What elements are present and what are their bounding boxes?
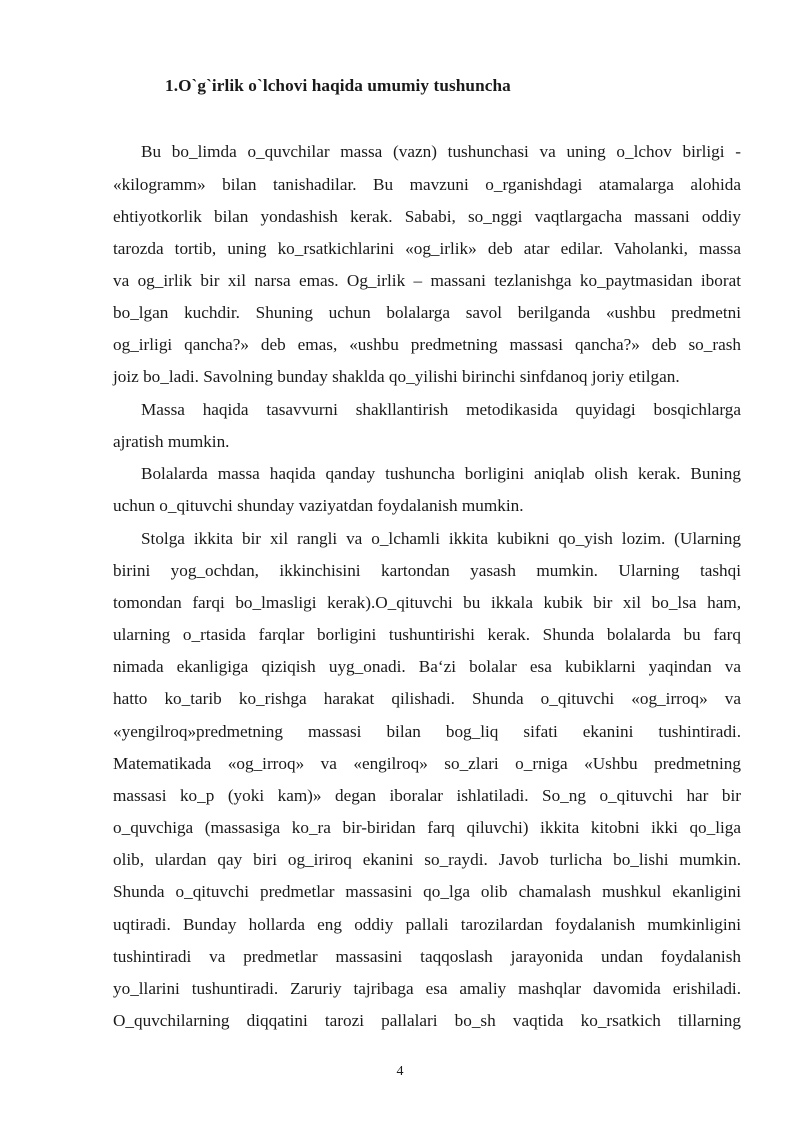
body-text-line: «kilogramm» bilan tanishadilar. Bu mavzuni o_rganishdagi atamalarga alohida	[113, 175, 741, 194]
body-text-line: Bolalarda massa haqida qanday tushuncha borligini aniqlab olish kerak. Buning	[141, 464, 741, 483]
section-heading: 1.O`g`irlik o`lchovi haqida umumiy tushuncha	[165, 76, 511, 95]
body-text-line: va og_irlik bir xil narsa emas. Og_irlik – massani tezlanishga ko_paytmasidan iborat	[113, 271, 741, 290]
page-number: 4	[396, 1064, 404, 1079]
body-text-line: O_quvchilarning diqqatini tarozi pallalari bo_sh vaqtida ko_rsatkich tillarning	[113, 1011, 741, 1030]
body-text-line: o_quvchiga (massasiga ko_ra bir-biridan farq qiluvchi) ikkita kitobni ikki qo_liga	[113, 818, 741, 837]
body-text-line: Stolga ikkita bir xil rangli va o_lchamli ikkita kubikni qo_yish lozim. (Ularning	[141, 529, 741, 548]
body-text-line: ularning o_rtasida farqlar borligini tushuntirishi kerak. Shunda bolalarda bu farq	[113, 625, 741, 644]
body-text-line: tarozda tortib, uning ko_rsatkichlarini «og_irlik» deb atar edilar. Vaholanki, massa	[113, 239, 741, 258]
body-text-line: tomondan farqi bo_lmasligi kerak).O_qituvchi bu ikkala kubik bir xil bo_lsa ham,	[113, 593, 741, 612]
body-text-line: «yengilroq»predmetning massasi bilan bog_liq sifati ekanini tushintiradi.	[113, 722, 741, 741]
body-text-line: tushintiradi va predmetlar massasini taqqoslash jarayonida undan foydalanish	[113, 947, 741, 966]
body-text-line: uchun o_qituvchi shunday vaziyatdan foydalanish mumkin.	[113, 496, 524, 515]
body-text-line: Massa haqida tasavvurni shakllantirish metodikasida quyidagi bosqichlarga	[141, 400, 741, 419]
body-text-line: ehtiyotkorlik bilan yondashish kerak. Sababi, so_nggi vaqtlargacha massani oddiy	[113, 207, 741, 226]
body-text-line: Bu bo_limda o_quvchilar massa (vazn) tushunchasi va uning o_lchov birligi -	[141, 142, 741, 161]
body-text-line: og_irligi qancha?» deb emas, «ushbu predmetning massasi qancha?» deb so_rash	[113, 335, 741, 354]
body-text-line: ajratish mumkin.	[113, 432, 230, 451]
body-text-line: massasi ko_p (yoki kam)» degan iboralar ishlatiladi. So_ng o_qituvchi har bir	[113, 786, 741, 805]
body-text-line: Matematikada «og_irroq» va «engilroq» so_zlari o_rniga «Ushbu predmetning	[113, 754, 741, 773]
body-text-line: joiz bo_ladi. Savolning bunday shaklda qo_yilishi birinchi sinfdanoq joriy etilgan.	[113, 367, 680, 386]
body-text-line: birini yog_ochdan, ikkinchisini kartondan yasash mumkin. Ularning tashqi	[113, 561, 741, 580]
body-text-line: yo_llarini tushuntiradi. Zaruriy tajribaga esa amaliy mashqlar davomida erishiladi.	[113, 979, 741, 998]
body-text-line: olib, ulardan qay biri og_iriroq ekanini so_raydi. Javob turlicha bo_lishi mumkin.	[113, 850, 741, 869]
body-text-line: nimada ekanligiga qiziqish uyg_onadi. Ba‘zi bolalar esa kubiklarni yaqindan va	[113, 657, 741, 676]
body-text-line: Shunda o_qituvchi predmetlar massasini qo_lga olib chamalash mushkul ekanligini	[113, 882, 741, 901]
body-text-line: hatto ko_tarib ko_rishga harakat qilishadi. Shunda o_qituvchi «og_irroq» va	[113, 689, 741, 708]
body-text-line: bo_lgan kuchdir. Shuning uchun bolalarga savol berilganda «ushbu predmetni	[113, 303, 741, 322]
body-text-line: uqtiradi. Bunday hollarda eng oddiy pallali tarozilardan foydalanish mumkinligini	[113, 915, 741, 934]
